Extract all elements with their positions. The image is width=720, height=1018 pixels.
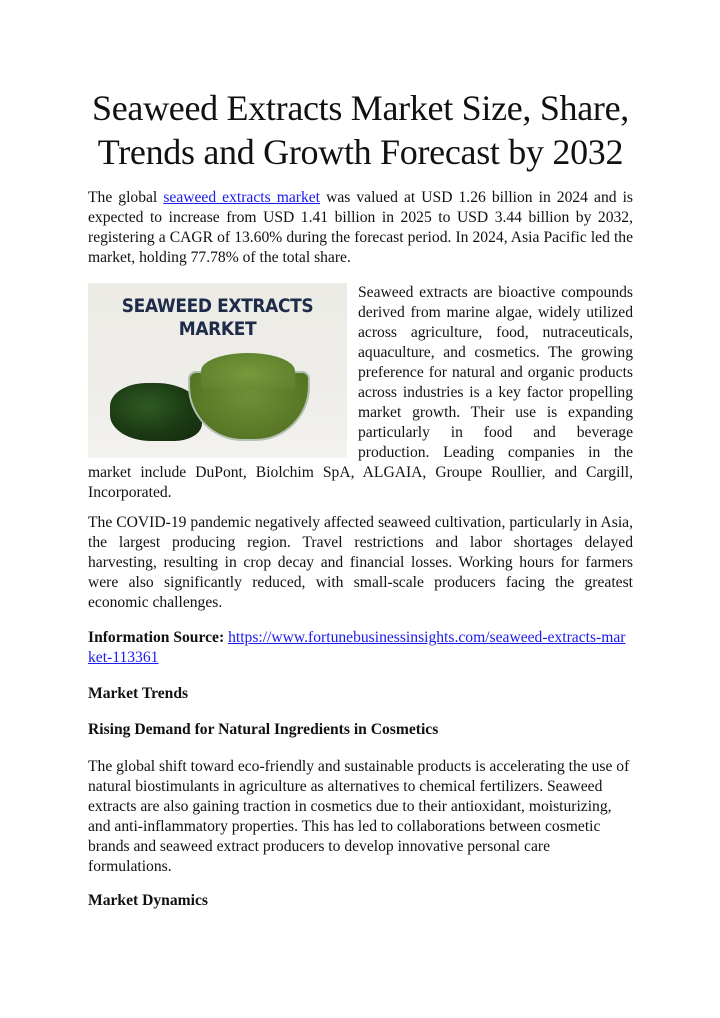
seaweed-extracts-market-link[interactable]: seaweed extracts market: [163, 189, 321, 206]
intro-paragraph: [88, 188, 633, 268]
information-source: [88, 628, 633, 668]
market-dynamics-heading: Market Dynamics: [88, 892, 208, 909]
overview-section: [88, 283, 633, 503]
title-line-1: Seaweed Extracts Market Size, Share,: [92, 88, 629, 128]
source-label: Information Source:: [88, 629, 225, 646]
page-title: [78, 86, 643, 174]
market-trends-heading: Market Trends: [88, 685, 189, 702]
green-powder-graphic: [201, 353, 295, 389]
overview-paragraph: Seaweed extracts are bioactive compounds derived from marine algae, widely utilized across agriculture, food, nutraceuticals, aquaculture, and cosmetics. The growing preference for natural and organic products across industries is a key factor propelling market growth. Their use is expanding particularly in food and beverage production. Leading companies in the market include DuPont, Biolchim SpA, ALGAIA, Groupe Roullier, and Cargill, Incorporated.: [88, 284, 633, 501]
image-title-line-2: MARKET: [178, 319, 257, 340]
trend-paragraph: The global shift toward eco-friendly and sustainable products is accelerating the use of natural biostimulants in agriculture as alternatives to chemical fertilizers. Seaweed extracts are also gaining traction in cosmetics due to their antioxidant, moisturizing, and anti-inflammatory properties. This has led to collaborations between cosmetic brands and seaweed extract producers to develop innovative personal care formulations.: [88, 758, 630, 875]
source-link[interactable]: https://www.fortunebusinessinsights.com/seaweed-extracts-market-113361: [88, 629, 626, 666]
trend-subheading: Rising Demand for Natural Ingredients in Cosmetics: [88, 721, 439, 738]
title-line-2: Trends and Growth Forecast by 2032: [97, 132, 624, 172]
seaweed-extracts-market-image: [88, 283, 347, 458]
image-title: [98, 295, 336, 341]
image-title-line-1: SEAWEED EXTRACTS: [121, 296, 314, 317]
covid-paragraph: The COVID-19 pandemic negatively affected seaweed cultivation, particularly in Asia, the largest producing region. Travel restrictions and labor shortages delayed harvesting, resulting in crop decay and financial losses. Working hours for farmers were also significantly reduced, with small-scale producers facing the greatest economic challenges.: [88, 514, 633, 611]
intro-suffix: was valued at USD 1.26 billion in 2024 and is expected to increase from USD 1.41 billion in 2025 to USD 3.44 billion by 2032, registering a CAGR of 13.60% during the forecast period. In 2024, Asia Pacific led the market, holding 77.78% of the total share.: [88, 189, 633, 266]
intro-prefix: The global: [88, 189, 164, 206]
